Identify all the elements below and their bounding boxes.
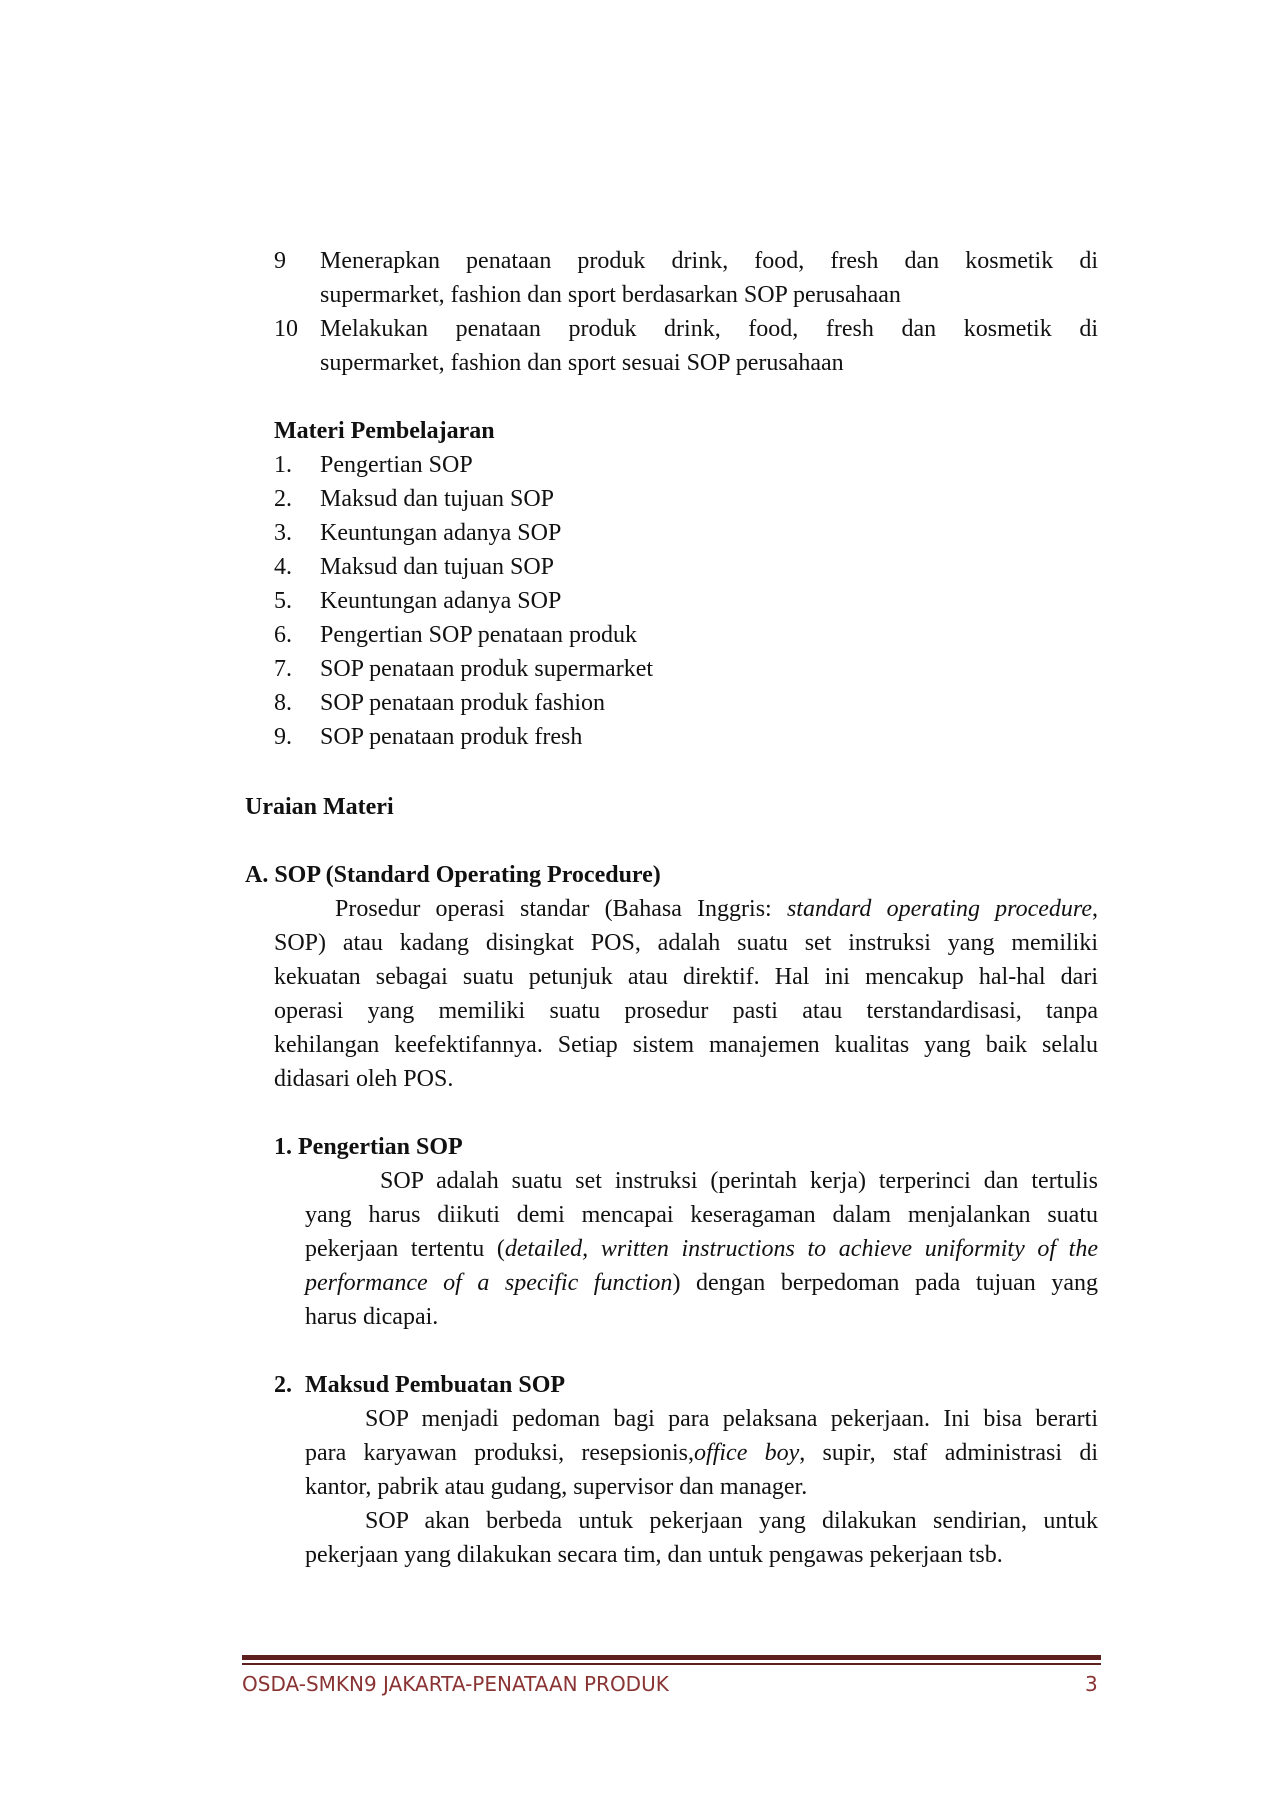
paragraph-line: yang harus diikuti demi mencapai keseragaman dalam menjalankan suatu [305, 1202, 1098, 1228]
footer-rule [242, 1655, 1101, 1660]
paragraph-line [305, 1232, 1098, 1266]
italic-term: standard operating procedure [786, 896, 1093, 922]
objective-number: 10 [274, 316, 298, 342]
paragraph-line: operasi yang memiliki suatu prosedur pasti atau terstandardisasi, tanpa [274, 998, 1098, 1024]
list-item: Pengertian SOP [320, 452, 473, 478]
paragraph-line: kekuatan sebagai suatu petunjuk atau direktif. Hal ini mencakup hal-hal dari [274, 964, 1098, 990]
list-item: SOP penataan produk fashion [320, 690, 606, 716]
paragraph-line [305, 1436, 1098, 1470]
text-run: Prosedur operasi standar (Bahasa Inggris: [335, 896, 787, 922]
list-item: SOP penataan produk supermarket [320, 656, 654, 682]
list-number: 6. [274, 622, 292, 648]
objective-text: Melakukan penataan produk drink, food, fresh dan kosmetik di [320, 316, 1098, 342]
list-number: 8. [274, 690, 292, 716]
list-item: Keuntungan adanya SOP [320, 520, 562, 546]
footer-rule-thin [242, 1663, 1101, 1665]
list-number: 7. [274, 656, 292, 682]
list-number: 5. [274, 588, 292, 614]
paragraph-line: SOP menjadi pedoman bagi para pelaksana pekerjaan. Ini bisa berarti [365, 1406, 1098, 1432]
section-2-number: 2. [274, 1372, 292, 1398]
list-item: SOP penataan produk fresh [320, 724, 583, 750]
text-run: , supir, staf administrasi di [799, 1440, 1098, 1466]
text-run: , [1092, 896, 1099, 922]
paragraph-line: harus dicapai. [305, 1304, 439, 1330]
paragraph-line: pekerjaan yang dilakukan secara tim, dan untuk pengawas pekerjaan tsb. [305, 1542, 1003, 1568]
paragraph-line [305, 1266, 1098, 1300]
list-number: 9. [274, 724, 292, 750]
objective-text: Menerapkan penataan produk drink, food, fresh dan kosmetik di [320, 248, 1098, 274]
list-number: 4. [274, 554, 292, 580]
objective-text-cont: supermarket, fashion dan sport sesuai SOP perusahaan [320, 350, 844, 376]
paragraph-line: kantor, pabrik atau gudang, supervisor dan manager. [305, 1474, 808, 1500]
list-number: 1. [274, 452, 292, 478]
page-number: 3 [1085, 1672, 1098, 1696]
paragraph-line: SOP adalah suatu set instruksi (perintah kerja) terperinci dan tertulis [380, 1168, 1098, 1194]
objective-text-cont: supermarket, fashion dan sport berdasarkan SOP perusahaan [320, 282, 901, 308]
section-2-title: Maksud Pembuatan SOP [305, 1372, 566, 1398]
list-item: Keuntungan adanya SOP [320, 588, 562, 614]
materi-heading: Materi Pembelajaran [274, 418, 495, 444]
paragraph-line: SOP akan berbeda untuk pekerjaan yang dilakukan sendirian, untuk [365, 1508, 1098, 1534]
section-a-title: A. SOP (Standard Operating Procedure) [245, 862, 661, 888]
text-run: pekerjaan tertentu ( [305, 1236, 505, 1262]
italic-term: detailed, written instructions to achieve uniformity of the [504, 1236, 1099, 1262]
list-item: Maksud dan tujuan SOP [320, 554, 554, 580]
footer-title: OSDA-SMKN9 JAKARTA-PENATAAN PRODUK [242, 1672, 669, 1696]
list-item: Pengertian SOP penataan produk [320, 622, 638, 648]
text-run: para karyawan produksi, resepsionis, [305, 1440, 695, 1466]
text-run: ) dengan berpedoman pada tujuan yang [672, 1270, 1099, 1296]
section-1-title: 1. Pengertian SOP [274, 1134, 463, 1160]
paragraph-line: didasari oleh POS. [274, 1066, 454, 1092]
uraian-heading: Uraian Materi [245, 794, 394, 820]
paragraph-line: SOP) atau kadang disingkat POS, adalah suatu set instruksi yang memiliki [274, 930, 1098, 956]
objective-number: 9 [274, 248, 286, 274]
list-item: Maksud dan tujuan SOP [320, 486, 554, 512]
list-number: 3. [274, 520, 292, 546]
italic-term: performance of a specific function [305, 1270, 673, 1296]
italic-term: office boy [694, 1440, 800, 1466]
paragraph-line [335, 892, 1098, 926]
list-number: 2. [274, 486, 292, 512]
paragraph-line: kehilangan keefektifannya. Setiap sistem manajemen kualitas yang baik selalu [274, 1032, 1098, 1058]
